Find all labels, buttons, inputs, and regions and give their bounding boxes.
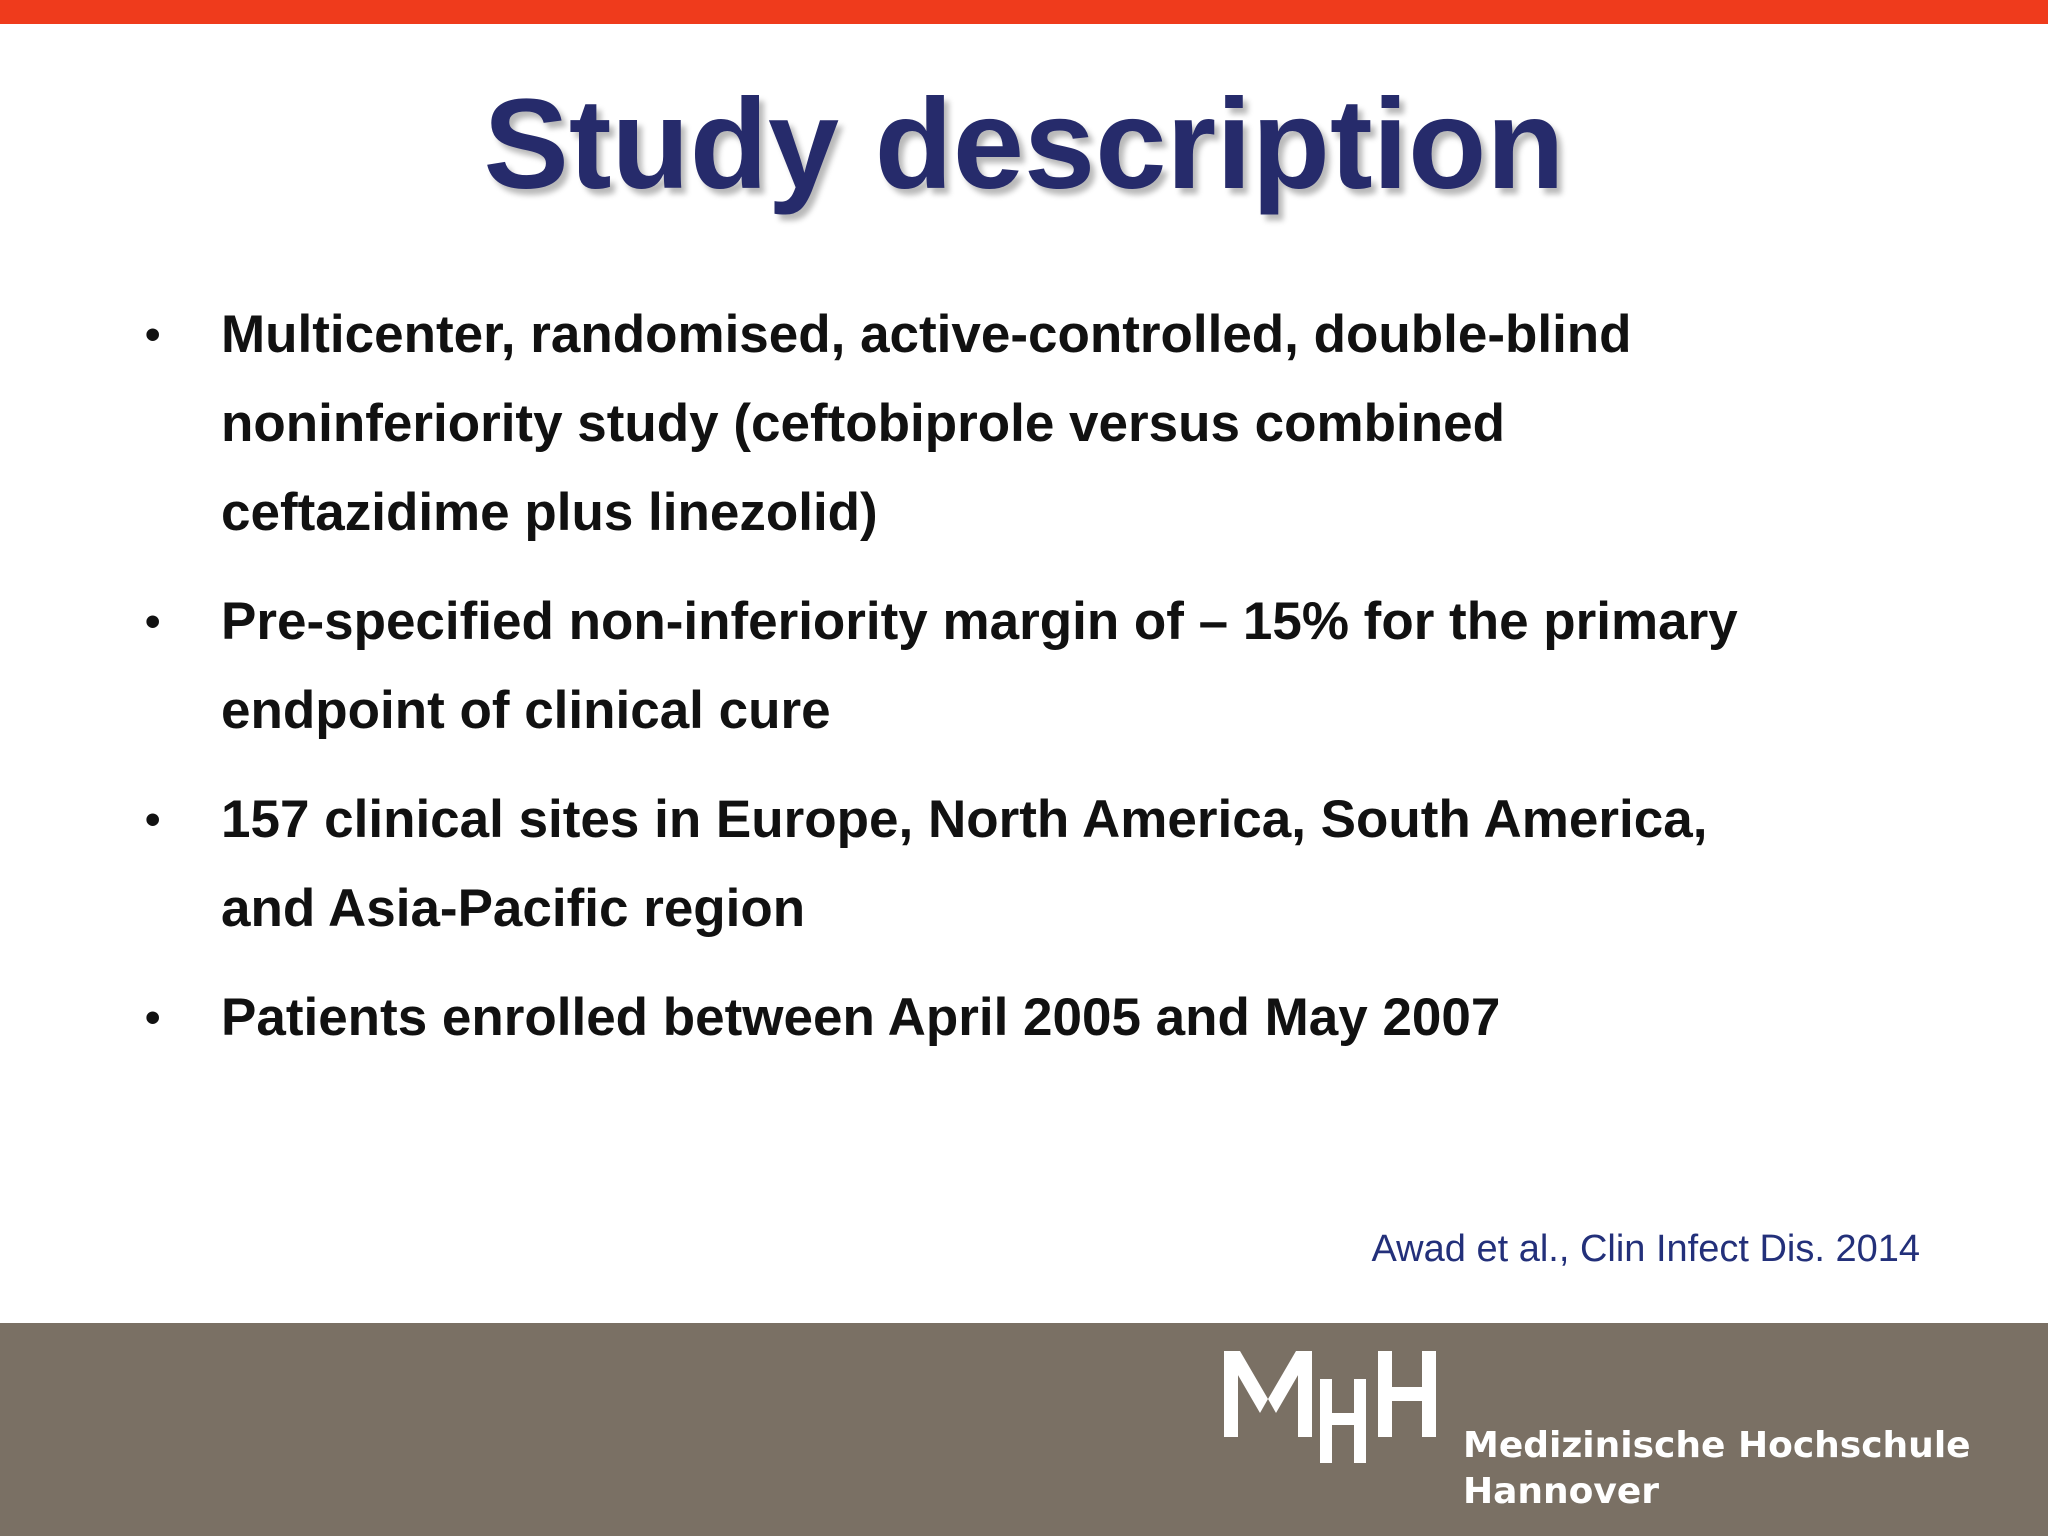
mhh-logo-icon: [1220, 1347, 1440, 1467]
bullet-list: [140, 290, 1900, 1062]
bullet-item: [140, 775, 1900, 953]
institution-name: [1463, 1423, 1971, 1515]
institution-line-2: Hannover: [1463, 1471, 1660, 1512]
bullet-line: ceftazidime plus linezolid): [221, 483, 878, 542]
bullet-marker: •: [145, 310, 161, 359]
bullet-line: endpoint of clinical cure: [221, 681, 831, 740]
top-accent-bar: [0, 0, 2048, 24]
bullet-line: Multicenter, randomised, active-controlled, double-blind: [221, 305, 1632, 364]
citation: Awad et al., Clin Infect Dis. 2014: [1371, 1228, 1920, 1270]
bullet-item: [140, 973, 1900, 1062]
bullet-item: [140, 577, 1900, 755]
institution-line-1: Medizinische Hochschule: [1463, 1425, 1971, 1466]
slide-title: Study description: [483, 73, 1565, 216]
bullet-line: Patients enrolled between April 2005 and May 2007: [221, 988, 1501, 1047]
bullet-item: [140, 290, 1900, 557]
footer-band: [0, 1323, 2048, 1536]
bullet-line: noninferiority study (ceftobiprole versus combined: [221, 394, 1505, 453]
bullet-line: Pre-specified non-inferiority margin of – 15% for the primary: [221, 592, 1738, 651]
bullet-marker: •: [145, 597, 161, 646]
bullet-line: and Asia-Pacific region: [221, 879, 806, 938]
bullet-marker: •: [145, 795, 161, 844]
bullet-marker: •: [145, 993, 161, 1042]
bullet-line: 157 clinical sites in Europe, North America, South America,: [221, 790, 1708, 849]
